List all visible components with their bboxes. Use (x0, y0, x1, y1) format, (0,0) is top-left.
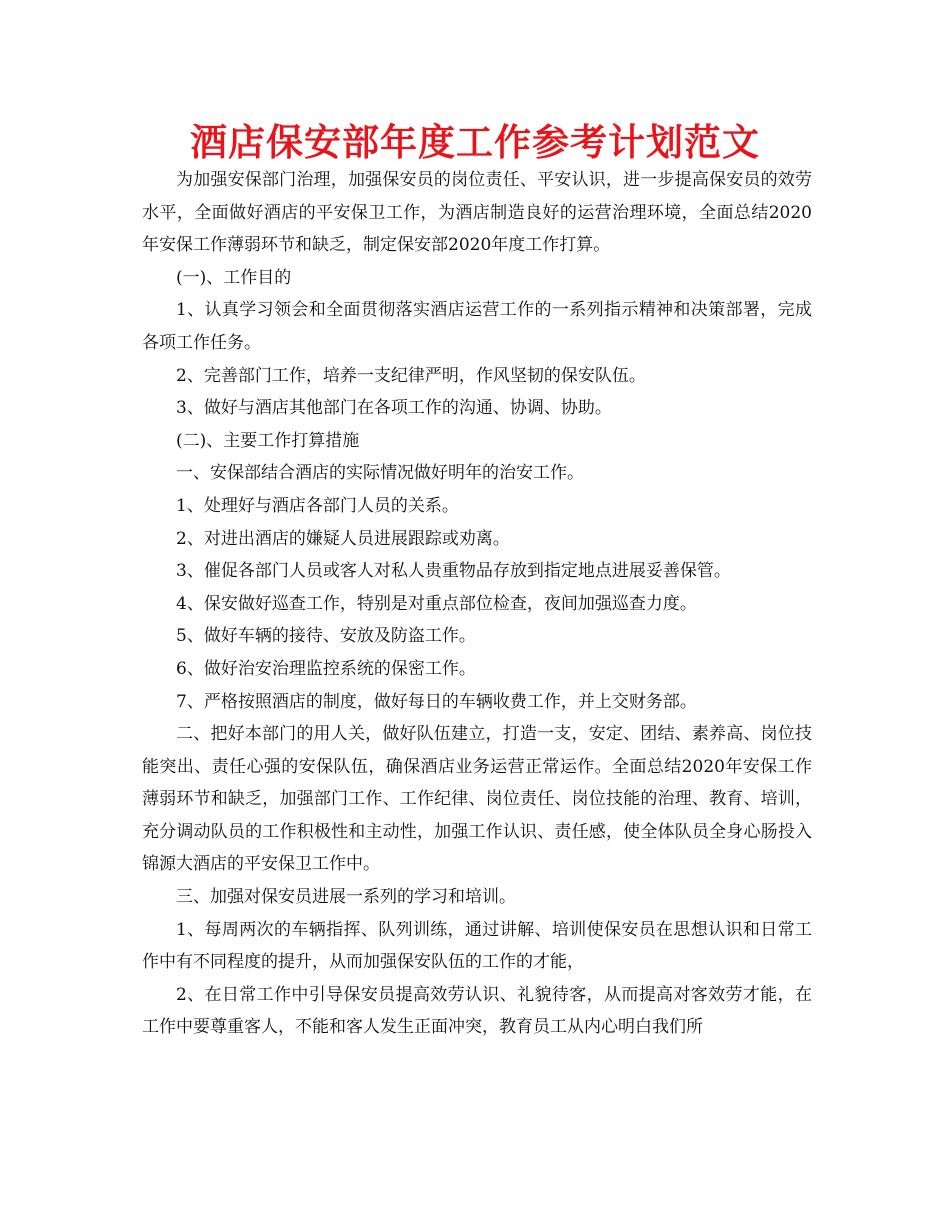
document-title: 酒店保安部年度工作参考计划范文 (190, 121, 760, 164)
paragraph-training-1: 1、每周两次的车辆指挥、队列训练，通过讲解、培训使保安员在思想认识和日常工作中有不同程度的提升，从而加强保安队伍的工作的才能， (142, 919, 812, 973)
paragraph-training-2: 2、在日常工作中引导保安员提高效劳认识、礼貌待客，从而提高对客效劳才能，在工作中要尊重客人，不能和客人发生正面冲突，教育员工从内心明白我们所 (142, 984, 812, 1038)
paragraph-security-6: 6、做好治安治理监控系统的保密工作。 (176, 658, 476, 679)
section-heading-measures: (二)、主要工作打算措施 (176, 430, 360, 451)
paragraph-security-7: 7、严格按照酒店的制度，做好每日的车辆收费工作，并上交财务部。 (176, 691, 697, 712)
paragraph-security-1: 1、处理好与酒店各部门人员的关系。 (176, 495, 459, 516)
paragraph-team-building: 二、把好本部门的用人关，做好队伍建立，打造一支，安定、团结、素养高、岗位技能突出、责任心强的安保队伍，确保酒店业务运营正常运作。全面总结2020年安保工作薄弱环节和缺乏，加强部门工作、工作纪律、岗位责任、岗位技能的治理、教育、培训，充分调动队员的工作积极性和主动性，加强工作认识、责任感，使全体队员全身心肠投入锦源大酒店的平安保卫工作中。 (142, 724, 812, 875)
paragraph-security-5: 5、做好车辆的接待、安放及防盗工作。 (176, 626, 476, 647)
document-body (142, 164, 812, 1044)
paragraph-security-2: 2、对进出酒店的嫌疑人员进展跟踪或劝离。 (176, 528, 510, 549)
paragraph-intro: 为加强安保部门治理，加强保安员的岗位责任、平安认识，进一步提高保安员的效劳水平，全面做好酒店的平安保卫工作，为酒店制造良好的运营治理环境，全面总结2020年安保工作薄弱环节和缺乏，制定保安部2020年度工作打算。 (142, 170, 812, 256)
subsection-heading-security: 一、安保部结合酒店的实际情况做好明年的治安工作。 (176, 463, 584, 484)
subsection-heading-training: 三、加强对保安员进展一系列的学习和培训。 (176, 887, 516, 908)
paragraph-security-3: 3、催促各部门人员或客人对私人贵重物品存放到指定地点进展妥善保管。 (176, 561, 731, 582)
paragraph-goal-1: 1、认真学习领会和全面贯彻落实酒店运营工作的一系列指示精神和决策部署，完成各项工作任务。 (142, 300, 812, 353)
section-heading-goals: (一)、工作目的 (176, 267, 292, 288)
paragraph-goal-3: 3、做好与酒店其他部门在各项工作的沟通、协调、协助。 (176, 398, 612, 419)
paragraph-goal-2: 2、完善部门工作，培养一支纪律严明，作风坚韧的保安队伍。 (176, 365, 646, 386)
paragraph-security-4: 4、保安做好巡查工作，特别是对重点部位检查，夜间加强巡查力度。 (176, 593, 697, 614)
